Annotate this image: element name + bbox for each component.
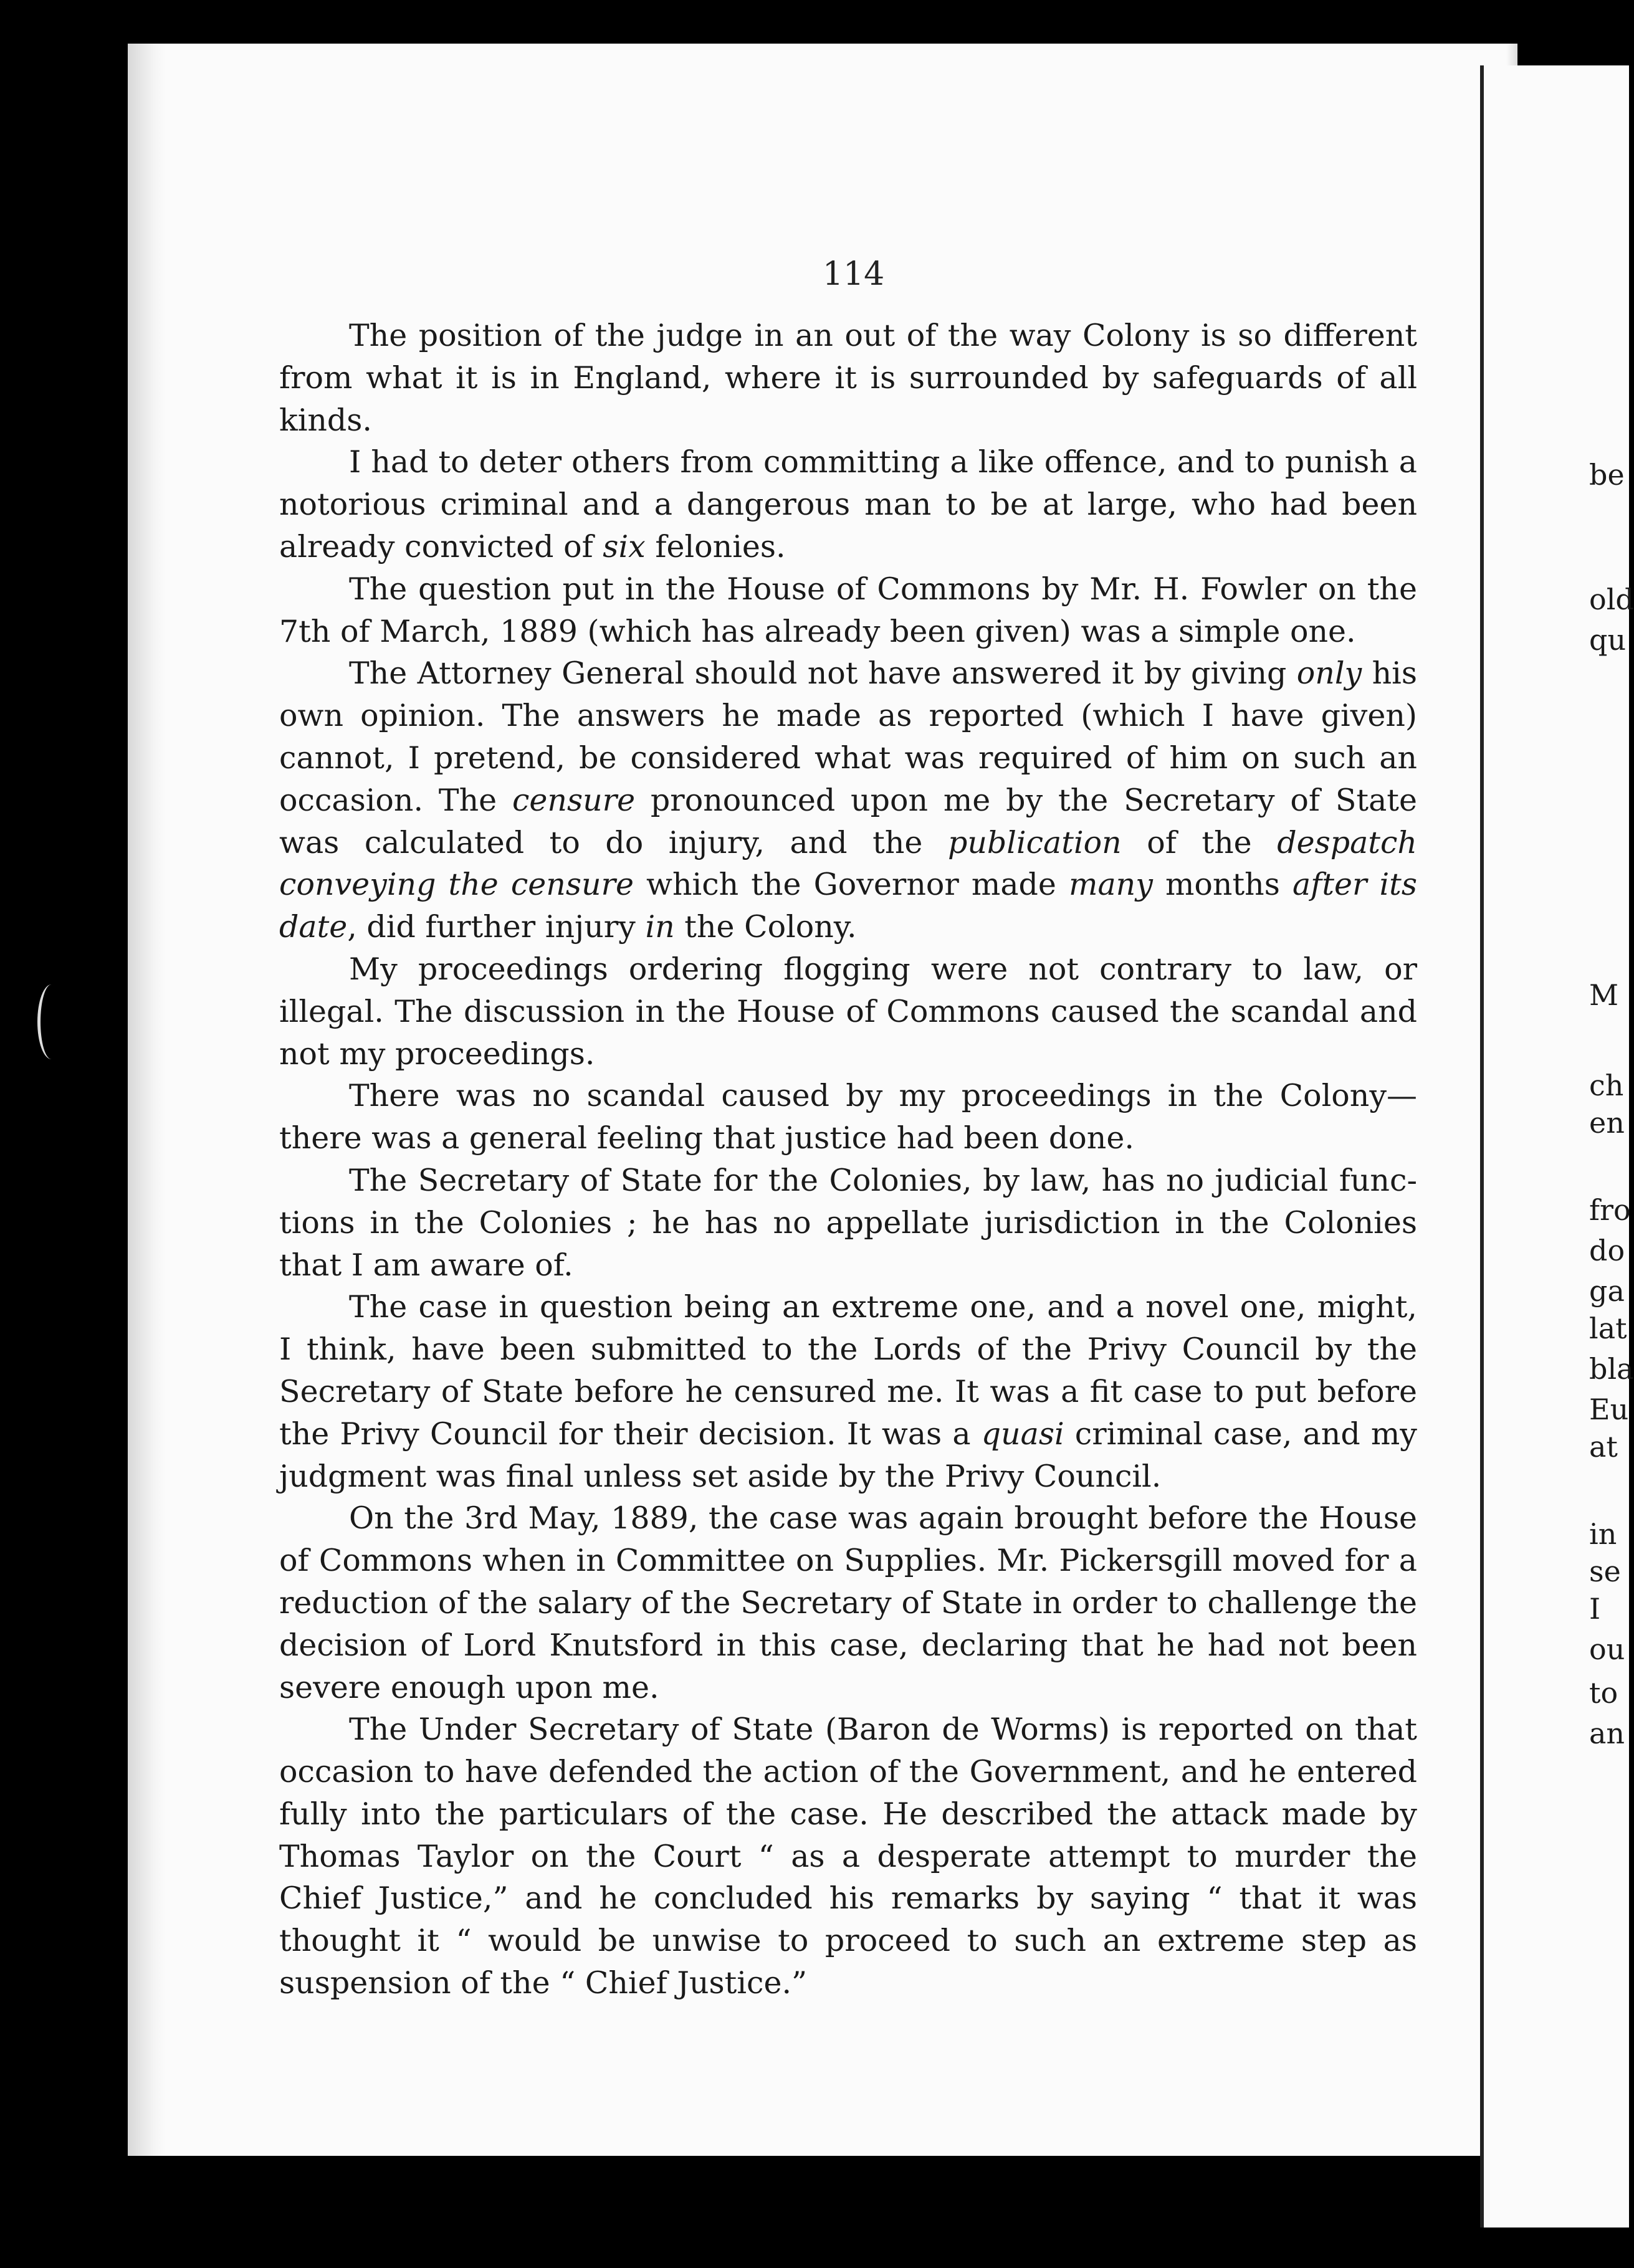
facing-page-fragment: do: [1589, 1234, 1625, 1267]
paragraph: [279, 652, 1417, 948]
text-run: The case in question being an extreme one, and a novel one, might, I think, have been submitted to the Lords of the Privy Council by the Secretary of State before he censured me. It was a fit case to put before the Privy Council for their decision. It was a: [279, 1289, 1417, 1452]
text-run: My proceedings ordering flogging were not contrary to law, or illegal. The discussion in the House of Commons caused the scandal and not my proceedings.: [279, 951, 1417, 1072]
facing-page-fragment: en: [1589, 1106, 1625, 1140]
text-run: pronounced upon me by the Secretary of State was calculated to do injury, and the: [279, 782, 1418, 860]
paragraph: [279, 568, 1417, 653]
text-run: , did further injury: [347, 909, 646, 945]
text-run: I had to deter others from committing a like offence, and to punish a notorious criminal and a dangerous man to be at large, who had been already convicted of: [279, 444, 1417, 565]
text-run: his own opinion. The answers he made as reported (which I have given) cannot, I pretend, be considered what was required of him on such an occasion. The: [279, 655, 1418, 818]
text-run: On the 3rd May, 1889, the case was again brought before the House of Commons when in Committee on Supplies. Mr. Pickersgill moved for a reduction of the salary of the Secretary of State in order to challenge the decision of Lord Knutsford in this case, declaring that he had not been severe enough upon me.: [279, 1500, 1417, 1705]
facing-page-fragment: an: [1589, 1717, 1625, 1750]
facing-page-fragment: qu: [1589, 623, 1627, 657]
italic-text: quasi: [981, 1416, 1064, 1452]
paragraph: [279, 441, 1417, 568]
page-number: 114: [823, 255, 885, 293]
scan-artifact: [37, 984, 65, 1059]
italic-text: six: [603, 528, 646, 565]
paragraph: [279, 948, 1417, 1075]
text-run: felonies.: [645, 528, 786, 565]
text-run: criminal case, and my judgment was final unless set aside by the Privy Council.: [279, 1416, 1417, 1494]
facing-page-fragment: M: [1589, 978, 1619, 1012]
italic-text: many: [1068, 867, 1153, 903]
italic-text: after its date: [279, 867, 1418, 945]
italic-text: publication: [947, 824, 1122, 860]
italic-text: despatch conveying the censure: [279, 824, 1417, 903]
text-run: The Under Secretary of State (Baron de Worms) is reported on that occasion to have defended the action of the Government, and he entered fully into the particulars of the case. He described the attack made by Thomas Taylor on the Court “ as a desperate attempt to murder the Chief Justice,” and he concluded his remarks by saying “ that it was thought it “ would be unwise to proceed to such an extreme step as suspension of the “ Chief Justice.”: [279, 1712, 1417, 2001]
facing-page-fragment: bla: [1589, 1352, 1634, 1386]
text-run: The position of the judge in an out of the way Colony is so different from what it is in England, where it is surrounded by safeguards of all kinds.: [279, 318, 1417, 438]
paragraph: [279, 1708, 1417, 2004]
text-run: of the: [1121, 824, 1278, 860]
paragraph: [279, 1075, 1417, 1160]
italic-text: censure: [512, 782, 636, 818]
text-run: There was no scandal caused by my proceedings in the Colony—there was a general feeling that justice had been done.: [279, 1078, 1417, 1156]
paragraph: [279, 1286, 1417, 1497]
facing-page-fragment: old: [1589, 583, 1634, 616]
facing-page-fragment: I: [1589, 1592, 1601, 1626]
italic-text: only: [1296, 655, 1362, 692]
paragraph: [279, 1497, 1417, 1708]
facing-page-fragment: Eu: [1589, 1393, 1629, 1426]
facing-page-fragment: ga: [1589, 1274, 1625, 1308]
facing-page-fragment: lat: [1589, 1312, 1627, 1345]
facing-page-fragment: ou: [1589, 1632, 1625, 1666]
text-run: The question put in the House of Commons by Mr. H. Fowler on the 7th of March, 1889 (which has already been given) was a simple one.: [279, 571, 1417, 649]
facing-page-fragment: fro: [1589, 1193, 1631, 1227]
text-run: which the Governor made: [633, 867, 1069, 903]
facing-page-fragment: se: [1589, 1555, 1621, 1588]
facing-page-fragment: to: [1589, 1676, 1618, 1710]
paragraph: [279, 315, 1417, 441]
text-run: months: [1152, 867, 1292, 903]
italic-text: in: [645, 909, 675, 945]
text-run: The Attorney General should not have answered it by giving: [349, 655, 1297, 692]
text-run: the Colony.: [674, 909, 857, 945]
paragraph: [279, 1160, 1417, 1286]
facing-page-fragment: be: [1589, 458, 1625, 492]
facing-page-fragment: in: [1589, 1517, 1617, 1551]
facing-page-text: [1589, 0, 1634, 2268]
text-run: The Secretary of State for the Colonies, by law, has no judicial functions in the Colonies ; he has no appellate jurisdiction in the Colonies that I am aware of.: [279, 1162, 1417, 1283]
body-text: [279, 315, 1417, 2004]
facing-page-fragment: at: [1589, 1430, 1618, 1464]
facing-page-fragment: ch: [1589, 1069, 1624, 1102]
